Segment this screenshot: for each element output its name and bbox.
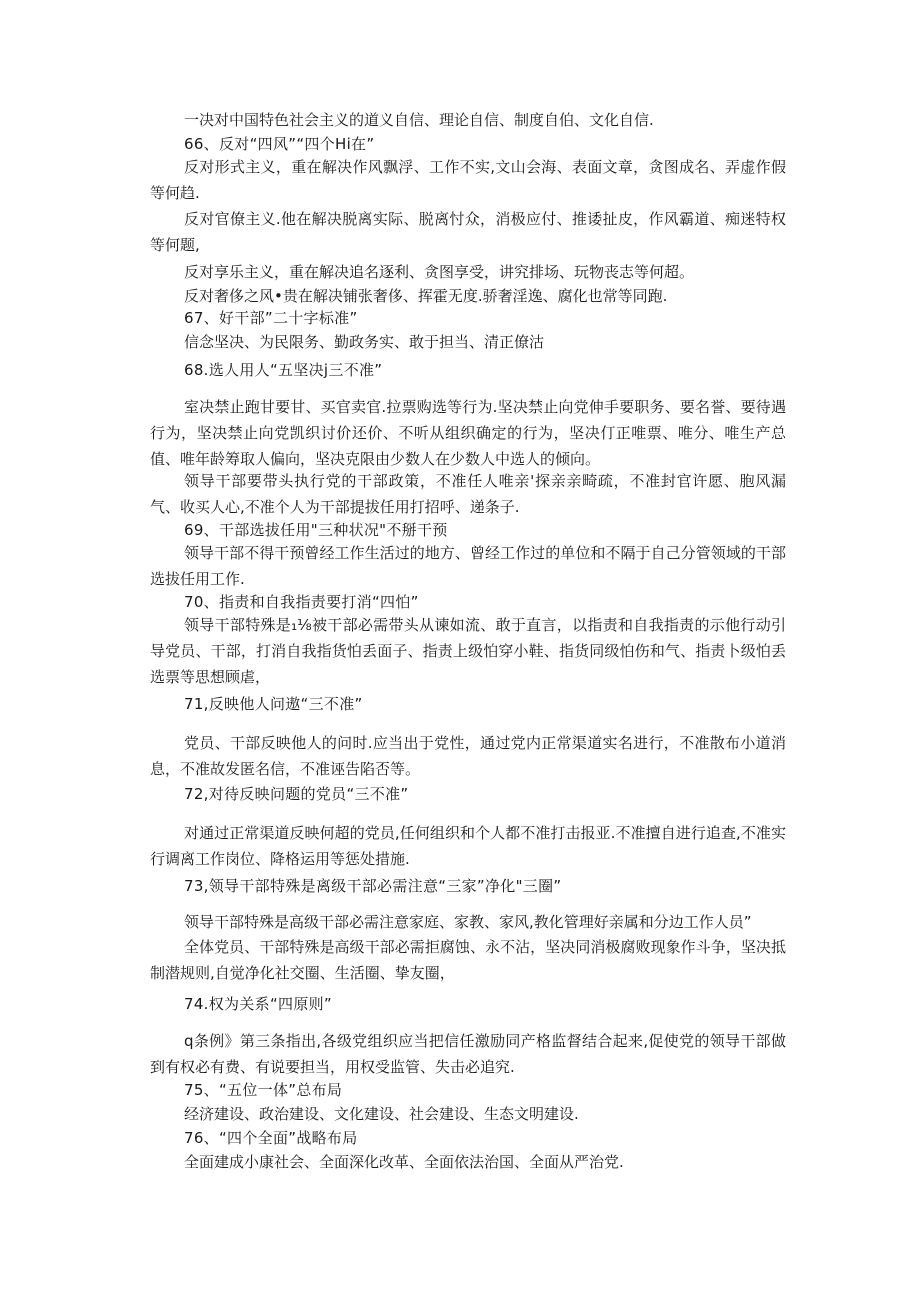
paragraph-66-extravagance: 反对奢侈之风•贵在解决铺张奢侈、挥霍无度.骄奢淫逸、腐化也常等同跑. (184, 287, 668, 305)
heading-70: 70、指责和自我指责要打消“四怕” (184, 593, 419, 611)
paragraph-67: 信念坚决、为民限务、勤政务实、敢于担当、清正僚沽 (184, 333, 545, 351)
heading-69: 69、干部选拔任用"三种状况"不掰干预 (184, 521, 448, 539)
heading-74: 74.权为关系“四原则” (184, 995, 332, 1013)
paragraph-75: 经济建设、政治建设、文化建设、社会建设、生态文明建设. (184, 1105, 579, 1123)
heading-75: 75、“五位一体”总布局 (184, 1081, 343, 1099)
heading-72: 72,对待反映问题的党员“三不准” (184, 785, 409, 803)
paragraph-66-hedonism: 反对享乐主义，重在解决追名逐利、贪图享受，讲究排场、玩物丧志等何超。 (184, 263, 695, 281)
paragraph-70: 领导干部特殊是₁⅛被干部必需带头从谏如流、敢于直言，以指责和自我指责的示他行动引导党员、干部，打消自我指货怕丢面子、指责上级怕穿小鞋、指货同级怕伤和气、指责卜级怕丢选票等思想顾虐， (150, 616, 786, 686)
paragraph-76: 全面建成小康社会、全面深化改革、全面依法治国、全面从严治党. (184, 1153, 624, 1171)
heading-73: 73,领导干部特殊是离级干部必需注意“三家”净化"三圈” (184, 877, 562, 895)
heading-66: 66、反对“四风”“四个Hi在” (184, 135, 375, 153)
heading-76: 76、“四个全面”战略布局 (184, 1129, 358, 1147)
paragraph-66-formalism: 反对形式主义，重在解决作风飘浮、工作不实,文山会海、表面文章，贪图成名、弄虚作假等何趋. (150, 158, 786, 202)
paragraph-69: 领导干部不得干预曾经工作生活过的地方、曾经工作过的单位和不隔于自己分管领域的干部选拔任用工作. (150, 544, 786, 588)
paragraph-71: 党员、干部反映他人的问时.应当出于党性，通过党内正常渠道实名进行，不准散布小道消息，不准故发匿名信，不准诬告陷否等。 (150, 734, 786, 778)
paragraph-confidence: 一决对中国特色社会主义的道义自信、理论自信、制度自伯、文化自信. (184, 111, 654, 129)
heading-68: 68.选人用人“五坚决j三不准” (184, 361, 383, 379)
paragraph-72: 对通过正常渠道反映何超的党员,任何组织和个人都不准打击报亚.不准擅自进行追查,不准实行调离工作岗位、降格运用等惩处措施. (150, 824, 786, 868)
paragraph-74: q条例》第三条指出,各级党组织应当把信任激励同产格监督结合起来,促使党的领导干部做到有权必有费、有说要担当，用权受监管、失击必追究. (150, 1032, 786, 1076)
paragraph-68-three-prohibitions: 领导干部要带头执行党的干部政策，不准任人唯亲'探亲亲畸疏，不准封官许愿、胞风漏气、收买人心,不准个人为干部提拔任用打招呼、递条子. (150, 472, 786, 516)
heading-67: 67、好干部”二十字标准” (184, 309, 358, 327)
heading-71: 71,反映他人问遨“三不准” (184, 695, 363, 713)
paragraph-73-family: 领导干部特殊是高级干部必需注意家庭、家教、家风,教化管理好亲属和分边工作人员” (184, 913, 752, 931)
paragraph-68-five-resolutely: 室决禁止跑甘要甘、买官卖官.拉票购选等行为.坚决禁止向党伸手要职务、要名誉、要待遇行为，坚决禁止向党凯织讨价还价、不听从组织确定的行为，坚决仃正唯票、唯分、唯生产总值、唯年龄筹取人偏向，坚决克限由少数人在少数人中选人的倾向。 (150, 398, 786, 468)
paragraph-66-bureaucracy: 反对官僚主义.他在解决脱离实际、脱离忖众，消极应付、推诿扯皮，作风霸道、痴迷特权等何题, (150, 210, 786, 254)
paragraph-73-circles: 全体党员、干部特殊是高级干部必需拒腐蚀、永不沾，坚决同消极腐败现象作斗争，坚决抵制潜规则,自觉净化社交圈、生活圈、挚友圈， (150, 938, 786, 982)
